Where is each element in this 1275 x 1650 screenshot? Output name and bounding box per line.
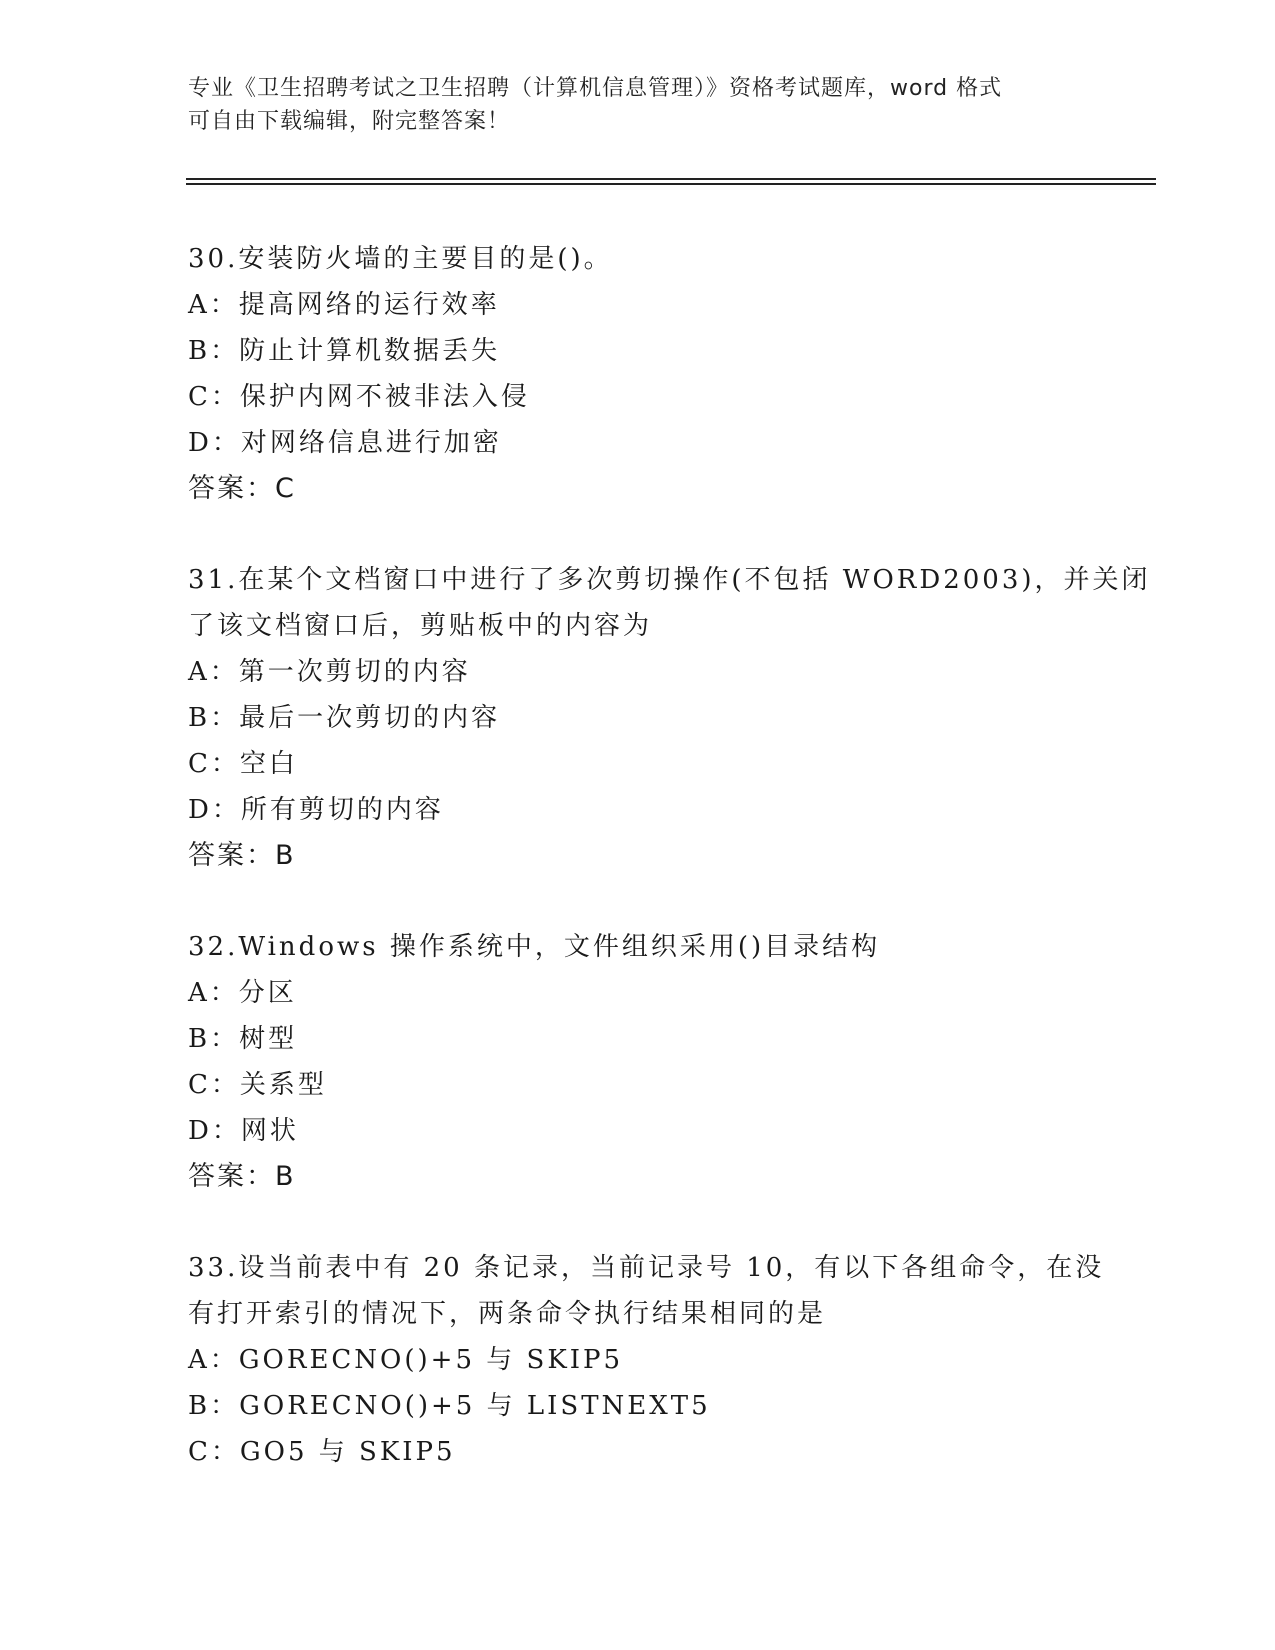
question-33 (188, 1245, 1105, 1475)
option-c: C：空白 (188, 749, 298, 779)
header-line-2: 可自由下载编辑，附完整答案！ (188, 109, 511, 134)
question-31 (188, 557, 1151, 879)
answer-label: 答案：B (188, 1161, 296, 1192)
option-d: D：对网络信息进行加密 (188, 428, 502, 458)
question-stem: 30.安装防火墙的主要目的是()。 (188, 244, 613, 274)
option-b: B：树型 (188, 1024, 298, 1054)
option-a: A：GORECNO()+5 与 SKIP5 (188, 1345, 624, 1375)
question-stem-continued: 有打开索引的情况下，两条命令执行结果相同的是 (188, 1299, 827, 1329)
question-stem: 33.设当前表中有 20 条记录，当前记录号 10，有以下各组命令，在没 (188, 1253, 1105, 1283)
answer-label: 答案：C (188, 473, 296, 504)
option-b: B：GORECNO()+5 与 LISTNEXT5 (188, 1391, 711, 1421)
question-30 (188, 236, 1088, 512)
option-a: A：第一次剪切的内容 (188, 657, 471, 687)
question-list (188, 236, 1151, 1520)
option-a: A：提高网络的运行效率 (188, 290, 500, 320)
answer-label: 答案：B (188, 840, 296, 871)
option-c: C：GO5 与 SKIP5 (188, 1437, 456, 1467)
header-rule-top (186, 178, 1156, 180)
option-c: C：保护内网不被非法入侵 (188, 382, 530, 412)
question-stem: 32.Windows 操作系统中，文件组织采用()目录结构 (188, 932, 881, 962)
header-rule-bottom (186, 183, 1156, 185)
question-stem: 31.在某个文档窗口中进行了多次剪切操作(不包括 WORD2003)，并关闭 (188, 565, 1151, 595)
question-32 (188, 924, 1088, 1200)
option-a: A：分区 (188, 978, 297, 1008)
document-header (188, 72, 1088, 138)
option-d: D：网状 (188, 1116, 299, 1146)
header-line-1: 专业《卫生招聘考试之卫生招聘（计算机信息管理）》资格考试题库，word 格式 (188, 76, 1003, 101)
option-d: D：所有剪切的内容 (188, 795, 444, 825)
option-b: B：防止计算机数据丢失 (188, 336, 501, 366)
option-c: C：关系型 (188, 1070, 327, 1100)
option-b: B：最后一次剪切的内容 (188, 703, 501, 733)
question-stem-continued: 了该文档窗口后，剪贴板中的内容为 (188, 611, 653, 641)
